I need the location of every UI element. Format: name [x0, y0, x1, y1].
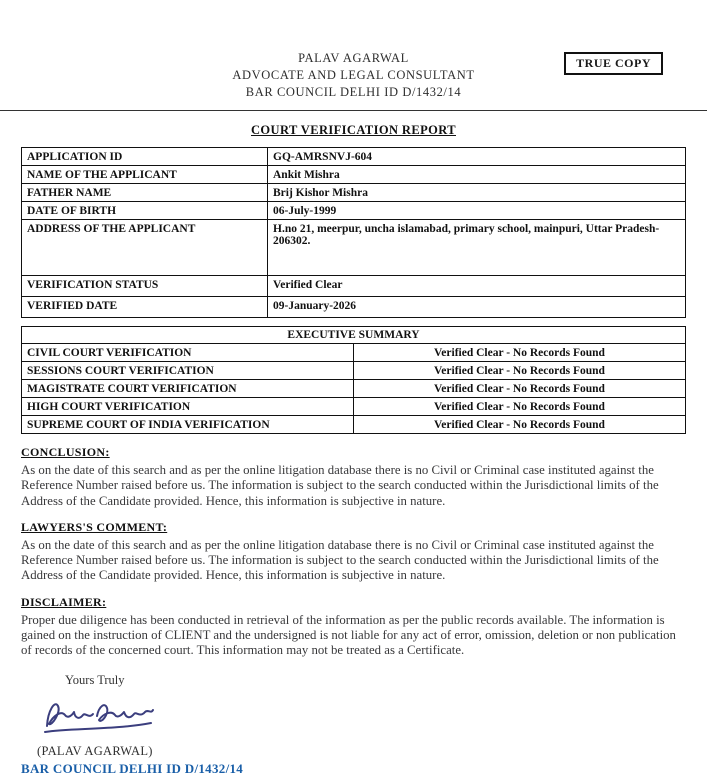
detail-value: Verified Clear — [268, 276, 686, 297]
table-row — [22, 202, 686, 220]
detail-label: VERIFICATION STATUS — [22, 276, 268, 297]
signature — [39, 692, 686, 744]
summary-value: Verified Clear - No Records Found — [354, 380, 686, 398]
letterhead-role: ADVOCATE AND LEGAL CONSULTANT — [232, 68, 475, 82]
disclaimer-section — [21, 595, 686, 659]
true-copy-label: TRUE COPY — [576, 56, 651, 70]
table-row — [22, 362, 686, 380]
summary-label: HIGH COURT VERIFICATION — [22, 398, 354, 416]
applicant-details-table — [21, 147, 686, 318]
table-row — [22, 220, 686, 276]
conclusion-body: As on the date of this search and as per the online litigation database there is no Civil or Criminal case instituted against the Reference Number raised before us. The information is subject to the search conducted within the Jurisdictional limits of the Address of the Candidate provided. Hence, this information is subjective in nature. — [21, 463, 659, 508]
detail-value: Brij Kishor Mishra — [268, 184, 686, 202]
detail-label: DATE OF BIRTH — [22, 202, 268, 220]
table-row — [22, 166, 686, 184]
table-row — [22, 184, 686, 202]
summary-value: Verified Clear - No Records Found — [354, 398, 686, 416]
detail-value: H.no 21, meerpur, uncha islamabad, primary school, mainpuri, Uttar Pradesh-206302. — [268, 220, 686, 276]
detail-label: VERIFIED DATE — [22, 297, 268, 318]
table-row — [22, 380, 686, 398]
detail-label: APPLICATION ID — [22, 148, 268, 166]
letterhead — [0, 0, 707, 100]
detail-value: 06-July-1999 — [268, 202, 686, 220]
detail-label: FATHER NAME — [22, 184, 268, 202]
document-content — [0, 147, 707, 777]
summary-label: MAGISTRATE COURT VERIFICATION — [22, 380, 354, 398]
executive-summary-table — [21, 326, 686, 434]
table-row — [22, 297, 686, 318]
lawyers-comment-body: As on the date of this search and as per the online litigation database there is no Civil or Criminal case instituted against the Reference Number raised before us. The information is subject to the search conducted within the Jurisdictional limits of the Address of the Candidate provided. Hence, this information is subjective in nature. — [21, 537, 659, 583]
summary-value: Verified Clear - No Records Found — [354, 362, 686, 380]
report-title: COURT VERIFICATION REPORT — [251, 123, 456, 137]
summary-label: SUPREME COURT OF INDIA VERIFICATION — [22, 416, 354, 434]
signatory-name: (PALAV AGARWAL) — [37, 743, 153, 758]
table-row — [22, 416, 686, 434]
letterhead-barcouncil: BAR COUNCIL DELHI ID D/1432/14 — [245, 85, 462, 99]
detail-label: ADDRESS OF THE APPLICANT — [22, 220, 268, 276]
disclaimer-heading: DISCLAIMER: — [21, 594, 107, 609]
summary-value: Verified Clear - No Records Found — [354, 416, 686, 434]
disclaimer-body: Proper due diligence has been conducted in retrieval of the information as per the public records available. The information is gained on the instruction of CLIENT and the undersigned is not liable for any act of error, omission, deletion or non publication of records of the concerned court. This information may not be treated as a Certificate. — [21, 612, 676, 658]
conclusion-section — [21, 445, 686, 509]
table-row — [22, 344, 686, 362]
table-row — [22, 148, 686, 166]
true-copy-stamp — [564, 52, 663, 75]
summary-value: Verified Clear - No Records Found — [354, 344, 686, 362]
letterhead-name: PALAV AGARWAL — [298, 51, 409, 65]
signature-ink-icon — [39, 692, 159, 742]
lawyers-comment-section — [21, 520, 686, 584]
detail-value: GQ-AMRSNVJ-604 — [268, 148, 686, 166]
conclusion-heading: CONCLUSION: — [21, 445, 110, 459]
summary-label: SESSIONS COURT VERIFICATION — [22, 362, 354, 380]
detail-value: Ankit Mishra — [268, 166, 686, 184]
letterhead-divider — [0, 110, 707, 111]
bar-council-id: BAR COUNCIL DELHI ID D/1432/14 — [21, 760, 244, 776]
closing-salutation: Yours Truly — [65, 672, 125, 687]
table-header-row — [22, 327, 686, 344]
summary-label: CIVIL COURT VERIFICATION — [22, 344, 354, 362]
detail-value: 09-January-2026 — [268, 297, 686, 318]
table-row — [22, 276, 686, 297]
table-row — [22, 398, 686, 416]
detail-label: NAME OF THE APPLICANT — [22, 166, 268, 184]
executive-summary-heading: EXECUTIVE SUMMARY — [22, 327, 686, 344]
lawyers-comment-heading: LAWYERS'S COMMENT: — [21, 519, 168, 534]
